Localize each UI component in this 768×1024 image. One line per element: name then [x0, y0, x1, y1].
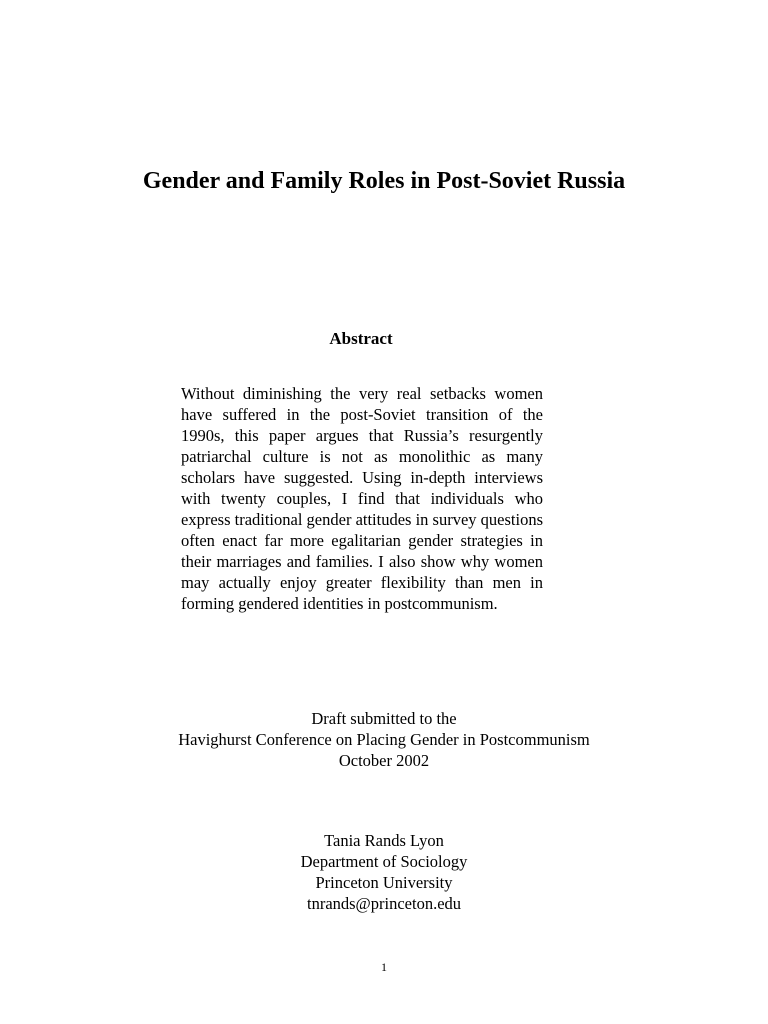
author-university: Princeton University [315, 873, 453, 892]
author-block [0, 830, 768, 914]
conference-name: Havighurst Conference on Placing Gender in Postcommunism [178, 730, 590, 749]
paper-title: Gender and Family Roles in Post-Soviet Russia [142, 168, 626, 194]
author-department: Department of Sociology [300, 852, 468, 871]
submission-line-1: Draft submitted to the [311, 709, 457, 728]
page-number: 1 [381, 960, 387, 974]
submission-info [0, 708, 768, 771]
submission-date: October 2002 [338, 751, 430, 770]
author-email: tnrands@princeton.edu [306, 894, 462, 913]
abstract-heading: Abstract [329, 329, 393, 348]
abstract-text: Without diminishing the very real setbacks women have suffered in the post-Soviet transition of the 1990s, this paper argues that Russia’s resurgently patriarchal culture is not as monolithic as many scholars have suggested. Using in-depth interviews with twenty couples, I find that individuals who express traditional gender attitudes in survey questions often enact far more egalitarian gender strategies in their marriages and families. I also show why women may actually enjoy greater flexibility than men in forming gendered identities in postcommunism. [181, 384, 544, 613]
author-name: Tania Rands Lyon [324, 831, 444, 850]
